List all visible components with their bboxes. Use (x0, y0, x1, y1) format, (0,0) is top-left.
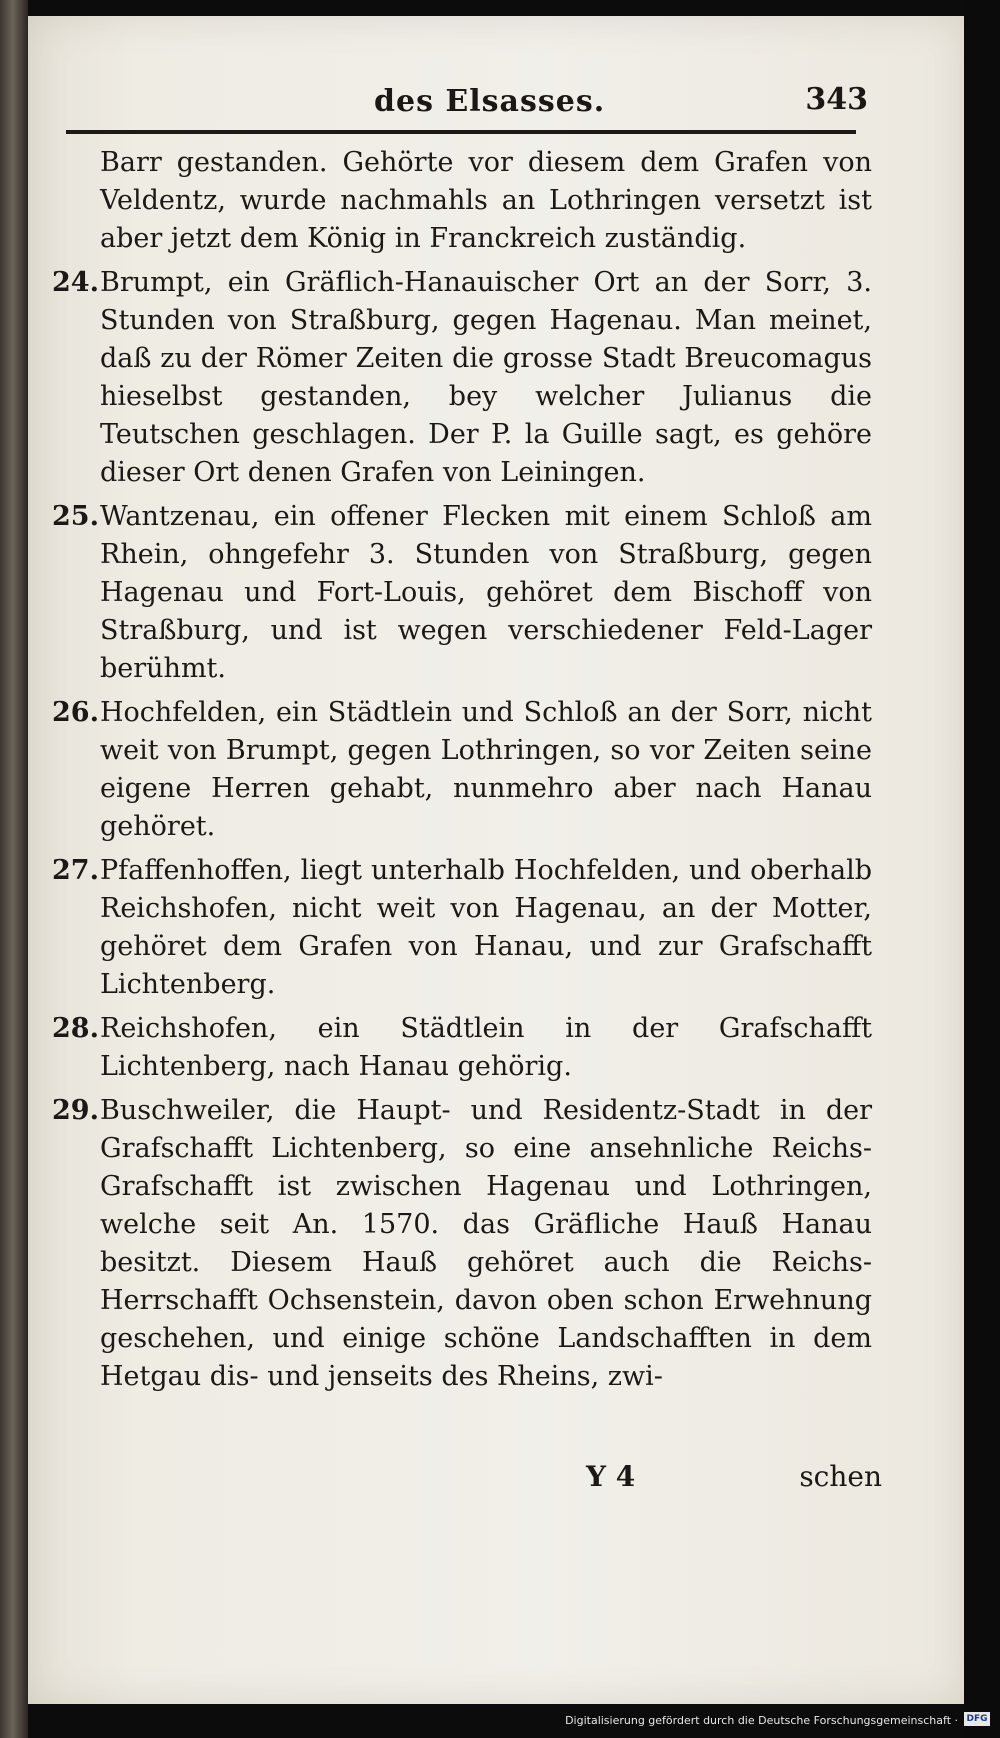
entry-text: Reichshofen, ein Städtlein in der Grafschafft Lichtenberg, nach Hanau gehörig. (100, 1013, 872, 1082)
entry-continuation (52, 144, 872, 258)
entry-text: Hochfelden, ein Städtlein und Schloß an der Sorr, nicht weit von Brumpt, gegen Lothringen, so vor Zeiten seine eigene Herren gehabt, nunmehro aber nach Hanau gehöret. (100, 697, 872, 842)
dfg-logo: DFG (964, 1712, 990, 1726)
entry-number: 27. (52, 855, 99, 886)
entry-24 (52, 264, 872, 492)
header-rule (66, 130, 856, 134)
digitization-credit: Digitalisierung gefördert durch die Deutsche Forschungsgemeinschaft · (565, 1714, 958, 1727)
entry-text: Brumpt, ein Gräflich-Hanauischer Ort an der Sorr, 3. Stunden von Straßburg, gegen Hagenau. Man meinet, daß zu der Römer Zeiten die grosse Stadt Breucomagus hieselbst gestanden, bey welcher Julianus die Teutschen geschlagen. Der P. la Guille sagt, es gehöre dieser Ort denen Grafen von Leiningen. (100, 267, 872, 488)
running-title: des Elsasses. (374, 84, 606, 119)
entry-number: 28. (52, 1013, 99, 1044)
page-body (52, 144, 872, 1402)
entry-27 (52, 852, 872, 1004)
entry-text: Pfaffenhoffen, liegt unterhalb Hochfelden, und oberhalb Reichshofen, nicht weit von Hagenau, an der Motter, gehöret dem Grafen von Hanau, und zur Grafschafft Lichtenberg. (100, 855, 872, 1000)
entry-number: 24. (52, 267, 99, 298)
entry-text: Wantzenau, ein offener Flecken mit einem Schloß am Rhein, ohngefehr 3. Stunden von Straßburg, gegen Hagenau und Fort-Louis, gehöret dem Bischoff von Straßburg, und ist wegen verschiedener Feld-Lager berühmt. (100, 501, 872, 684)
page-number: 343 (805, 82, 868, 117)
page-header (66, 78, 868, 128)
entry-25 (52, 498, 872, 688)
entry-number: 25. (52, 501, 99, 532)
entry-29 (52, 1092, 872, 1396)
page-footer (66, 1460, 886, 1504)
signature-mark: Y 4 (586, 1460, 636, 1493)
entry-26 (52, 694, 872, 846)
entry-28 (52, 1010, 872, 1086)
scan-border (964, 0, 1000, 1738)
entry-text: Barr gestanden. Gehörte vor diesem dem Grafen von Veldentz, wurde nachmahls an Lothringen versetzt ist aber jetzt dem König in Franckreich zuständig. (100, 147, 872, 254)
entry-number: 26. (52, 697, 99, 728)
entry-text: Buschweiler, die Haupt- und Residentz-Stadt in der Grafschafft Lichtenberg, so eine ansehnliche Reichs-Grafschafft ist zwischen Hagenau und Lothringen, welche seit An. 1570. das Gräfliche Hauß Hanau besitzt. Diesem Hauß gehöret auch die Reichs-Herrschafft Ochsenstein, davon oben schon Erwehnung geschehen, und einige schöne Landschafften in dem Hetgau dis- und jenseits des Rheins, zwi- (100, 1095, 872, 1392)
catchword: schen (799, 1460, 882, 1493)
book-spine-edge (0, 0, 28, 1738)
entry-number: 29. (52, 1095, 99, 1126)
